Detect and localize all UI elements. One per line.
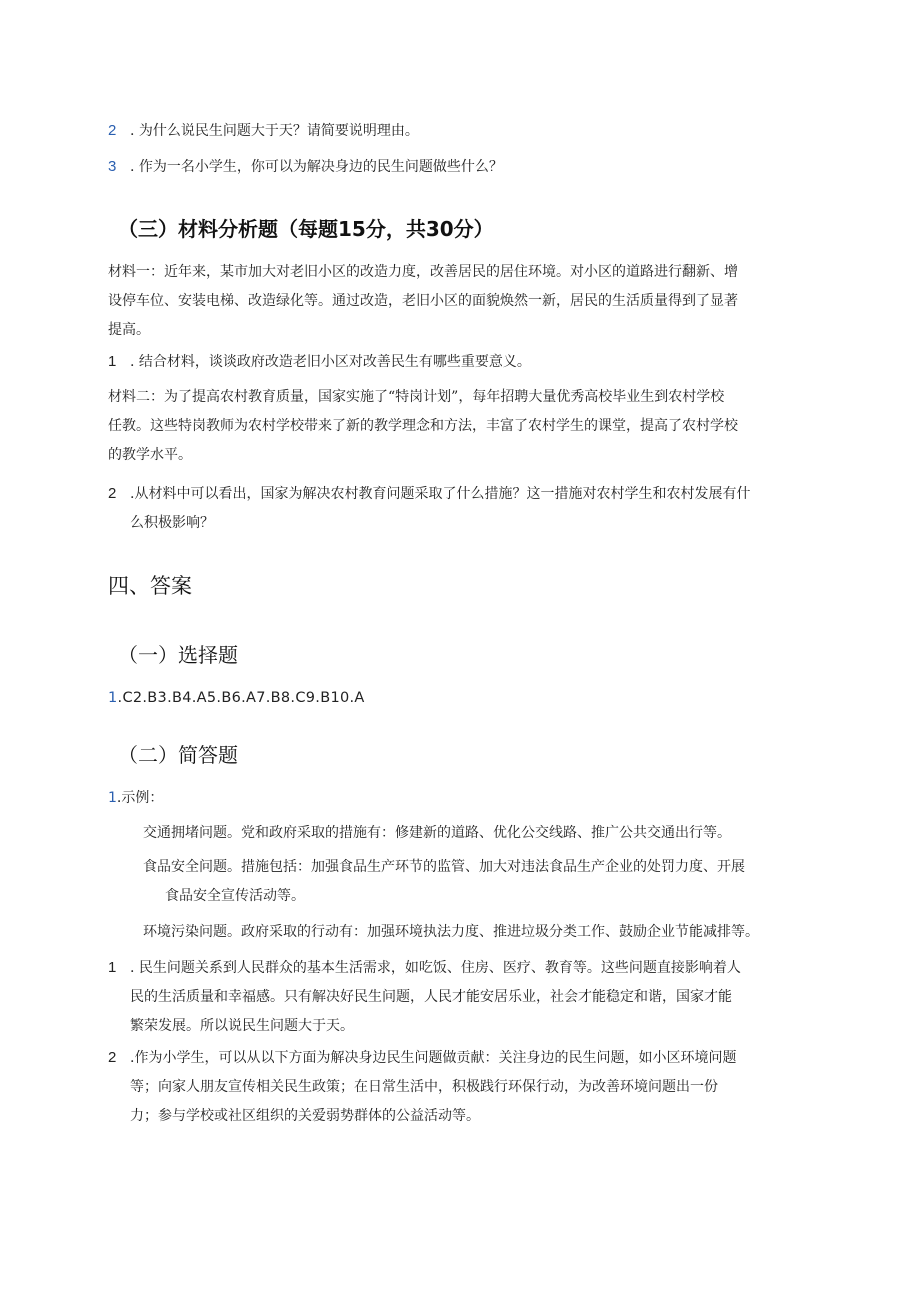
answer-number: 1 [108, 790, 117, 806]
question-number: 3 [108, 158, 117, 175]
answer-2 [108, 953, 828, 1041]
question-text: . 为什么说民生问题大于天？请简要说明理由。 [130, 123, 419, 139]
material-2-line: 任教。这些特岗教师为农村学校带来了新的教学理念和方法，丰富了农村学生的课堂，提高了农村学校 [108, 418, 738, 434]
question-number: 1 [108, 353, 117, 370]
material-2-line: 材料二：为了提高农村教育质量，国家实施了“特岗计划”，每年招聘大量优秀高校毕业生到农村学校 [108, 389, 725, 405]
material-2-line: 的教学水平。 [108, 447, 192, 463]
question-text-line: 么积极影响？ [130, 515, 214, 531]
answer-number: 1 [108, 959, 117, 976]
answer-line: 力；参与学校或社区组织的关爱弱势群体的公益活动等。 [130, 1108, 480, 1124]
choice-answers-text: .C2.B3.B4.A5.B6.A7.B8.C9.B10.A [117, 690, 365, 706]
answer-example-2 [143, 853, 833, 911]
answer-line: 等；向家人朋友宣传相关民生政策；在日常生活中，积极践行环保行动，为改善环境问题出一份 [130, 1079, 718, 1095]
answer-1-label [108, 788, 163, 808]
answer-line: 繁荣发展。所以说民生问题大于天。 [130, 1018, 354, 1034]
example-line: 食品安全问题。措施包括：加强食品生产环节的监管、加大对违法食品生产企业的处罚力度、开展 [143, 859, 745, 875]
question-number: 2 [108, 485, 117, 502]
material-2 [108, 383, 828, 470]
answer-number: 1 [108, 690, 118, 706]
question-text: . 作为一名小学生，你可以为解决身边的民生问题做些什么？ [130, 159, 503, 175]
material-1-line: 设停车位、安装电梯、改造绿化等。通过改造，老旧小区的面貌焕然一新，居民的生活质量得到了显著 [108, 293, 738, 309]
material-1 [108, 258, 828, 345]
answers-part-2-heading: （二）简答题 [118, 743, 238, 767]
answer-example-1: 交通拥堵问题。党和政府采取的措施有：修建新的道路、优化公交线路、推广公共交通出行等。 [143, 825, 731, 841]
answer-example-3: 环境污染问题。政府采取的行动有：加强环境执法力度、推进垃圾分类工作、鼓励企业节能减排等。 [143, 924, 759, 940]
question-2 [108, 121, 419, 141]
answers-part-1-heading: （一）选择题 [118, 643, 238, 667]
choice-answers [108, 688, 365, 708]
answer-line: . 民生问题关系到人民群众的基本生活需求，如吃饭、住房、医疗、教育等。这些问题直接影响着人 [130, 960, 741, 976]
answer-3 [108, 1043, 828, 1131]
question-text-line: .从材料中可以看出，国家为解决农村教育问题采取了什么措施？这一措施对农村学生和农村发展有什 [130, 486, 751, 502]
example-line: 食品安全宣传活动等。 [165, 888, 305, 904]
material-question-2 [108, 479, 828, 538]
question-3 [108, 157, 503, 177]
question-number: 2 [108, 122, 117, 139]
answers-heading: 四、答案 [108, 574, 192, 598]
answer-line: .作为小学生，可以从以下方面为解决身边民生问题做贡献：关注身边的民生问题，如小区环境问题 [130, 1050, 737, 1066]
answer-label-text: .示例： [116, 790, 164, 806]
material-question-1 [108, 352, 531, 372]
question-text: . 结合材料，谈谈政府改造老旧小区对改善民生有哪些重要意义。 [130, 354, 531, 370]
answer-number: 2 [108, 1049, 117, 1066]
material-1-line: 提高。 [108, 322, 150, 338]
section-3-heading: （三）材料分析题（每题15分，共30分） [118, 217, 494, 241]
answer-line: 民的生活质量和幸福感。只有解决好民生问题，人民才能安居乐业，社会才能稳定和谐，国家才能 [130, 989, 732, 1005]
material-1-line: 材料一：近年来，某市加大对老旧小区的改造力度，改善居民的居住环境。对小区的道路进行翻新、增 [108, 264, 738, 280]
